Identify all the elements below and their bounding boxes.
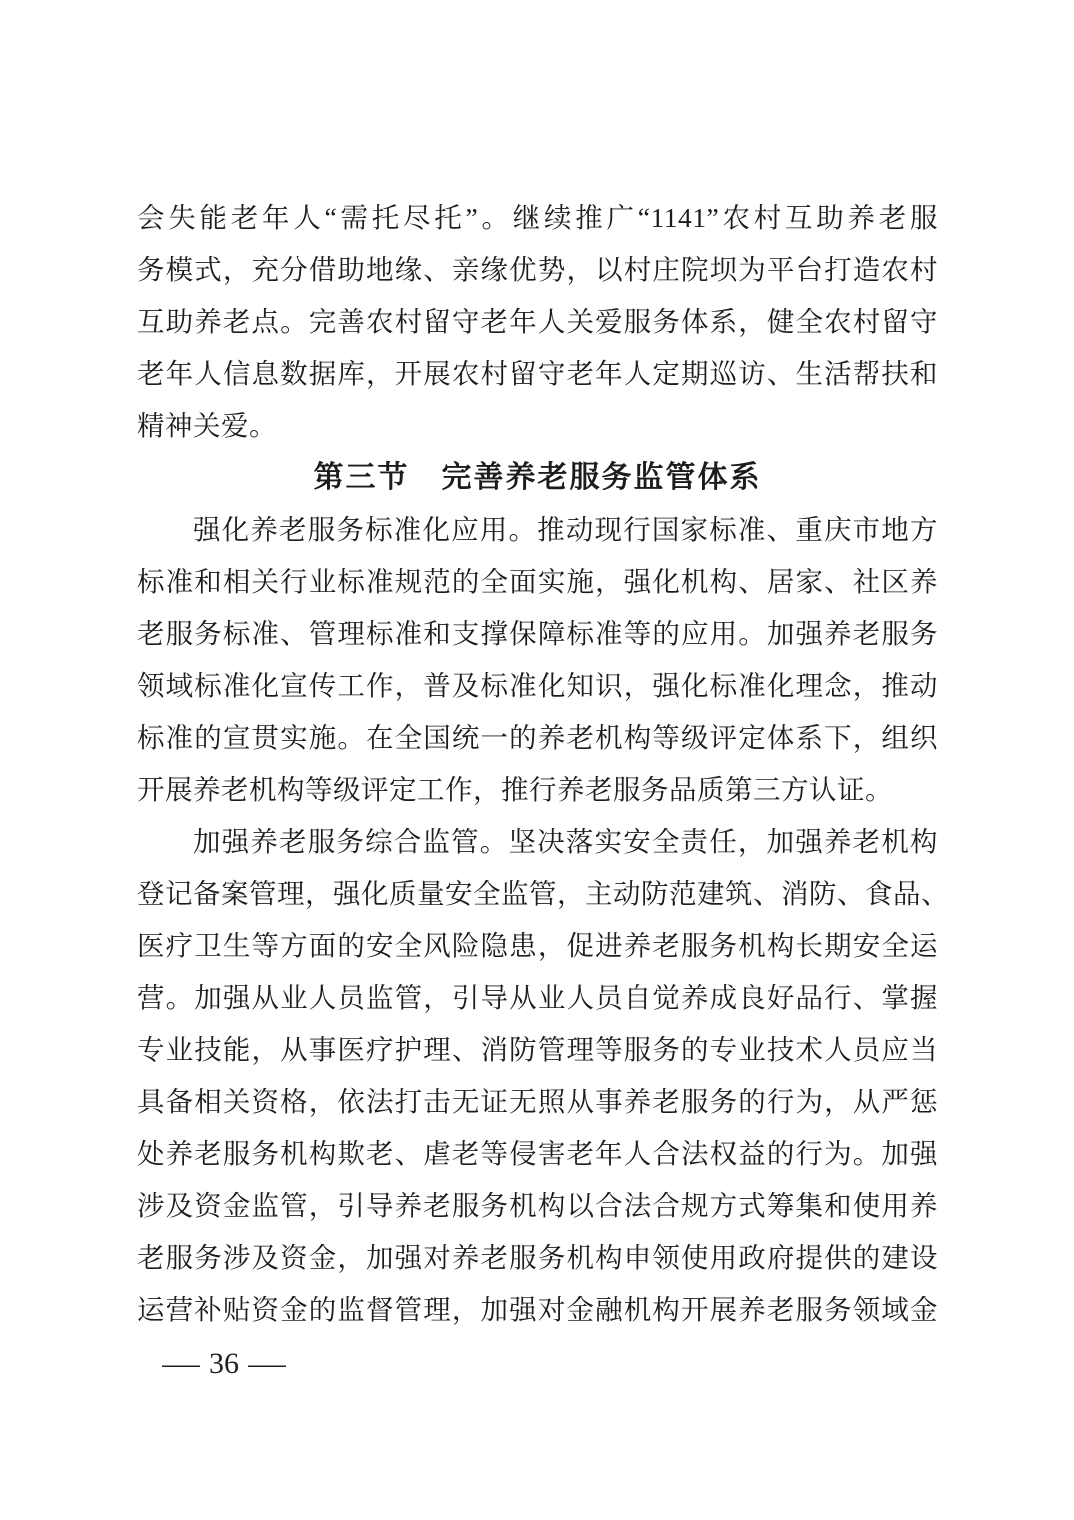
paragraph (137, 816, 949, 1336)
paragraph-line: 开展养老机构等级评定工作，推行养老服务品质第三方认证。 (137, 774, 893, 805)
paragraph-line: 会失能老年人“需托尽托”。继续推广“1141”农村互助养老服 (137, 202, 938, 233)
paragraph-line: 标准的宣贯实施。在全国统一的养老机构等级评定体系下，组织 (137, 722, 938, 753)
page-footer (162, 1344, 286, 1384)
paragraph (137, 504, 938, 816)
paragraph-line: 强化养老服务标准化应用。推动现行国家标准、重庆市地方 (193, 514, 938, 545)
paragraph-line: 具备相关资格，依法打击无证无照从事养老服务的行为，从严惩 (137, 1086, 938, 1117)
paragraph-line: 务模式，充分借助地缘、亲缘优势，以村庄院坝为平台打造农村 (137, 254, 938, 285)
paragraph-line: 领域标准化宣传工作，普及标准化知识，强化标准化理念，推动 (137, 670, 938, 701)
footer-right-dash: — (248, 1347, 286, 1380)
paragraph-line: 专业技能，从事医疗护理、消防管理等服务的专业技术人员应当 (137, 1034, 938, 1065)
paragraph-line: 老服务标准、管理标准和支撑保障标准等的应用。加强养老服务 (137, 618, 938, 649)
document-text-block (137, 192, 949, 1336)
paragraph-line: 老年人信息数据库，开展农村留守老年人定期巡访、生活帮扶和 (137, 358, 938, 389)
paragraph-line: 运营补贴资金的监督管理，加强对金融机构开展养老服务领域金 (137, 1294, 938, 1325)
paragraph-line: 加强养老服务综合监管。坚决落实安全责任，加强养老机构 (193, 826, 938, 857)
footer-left-dash: — (162, 1347, 200, 1380)
paragraph-line: 标准和相关行业标准规范的全面实施，强化机构、居家、社区养 (137, 566, 938, 597)
page-number: 36 (209, 1347, 239, 1380)
paragraph-line: 登记备案管理，强化质量安全监管，主动防范建筑、消防、食品、 (137, 878, 949, 909)
paragraph-line: 医疗卫生等方面的安全风险隐患，促进养老服务机构长期安全运 (137, 930, 938, 961)
paragraph-line: 营。加强从业人员监管，引导从业人员自觉养成良好品行、掌握 (137, 982, 938, 1013)
paragraph-line: 精神关爱。 (137, 410, 277, 441)
paragraph-line: 涉及资金监管，引导养老服务机构以合法合规方式筹集和使用养 (137, 1190, 938, 1221)
paragraph-line: 互助养老点。完善农村留守老年人关爱服务体系，健全农村留守 (137, 306, 938, 337)
paragraph-line: 处养老服务机构欺老、虐老等侵害老年人合法权益的行为。加强 (137, 1138, 938, 1169)
section-heading: 第三节 完善养老服务监管体系 (313, 461, 762, 494)
paragraph-line: 老服务涉及资金，加强对养老服务机构申领使用政府提供的建设 (137, 1242, 938, 1273)
paragraph (137, 192, 938, 452)
